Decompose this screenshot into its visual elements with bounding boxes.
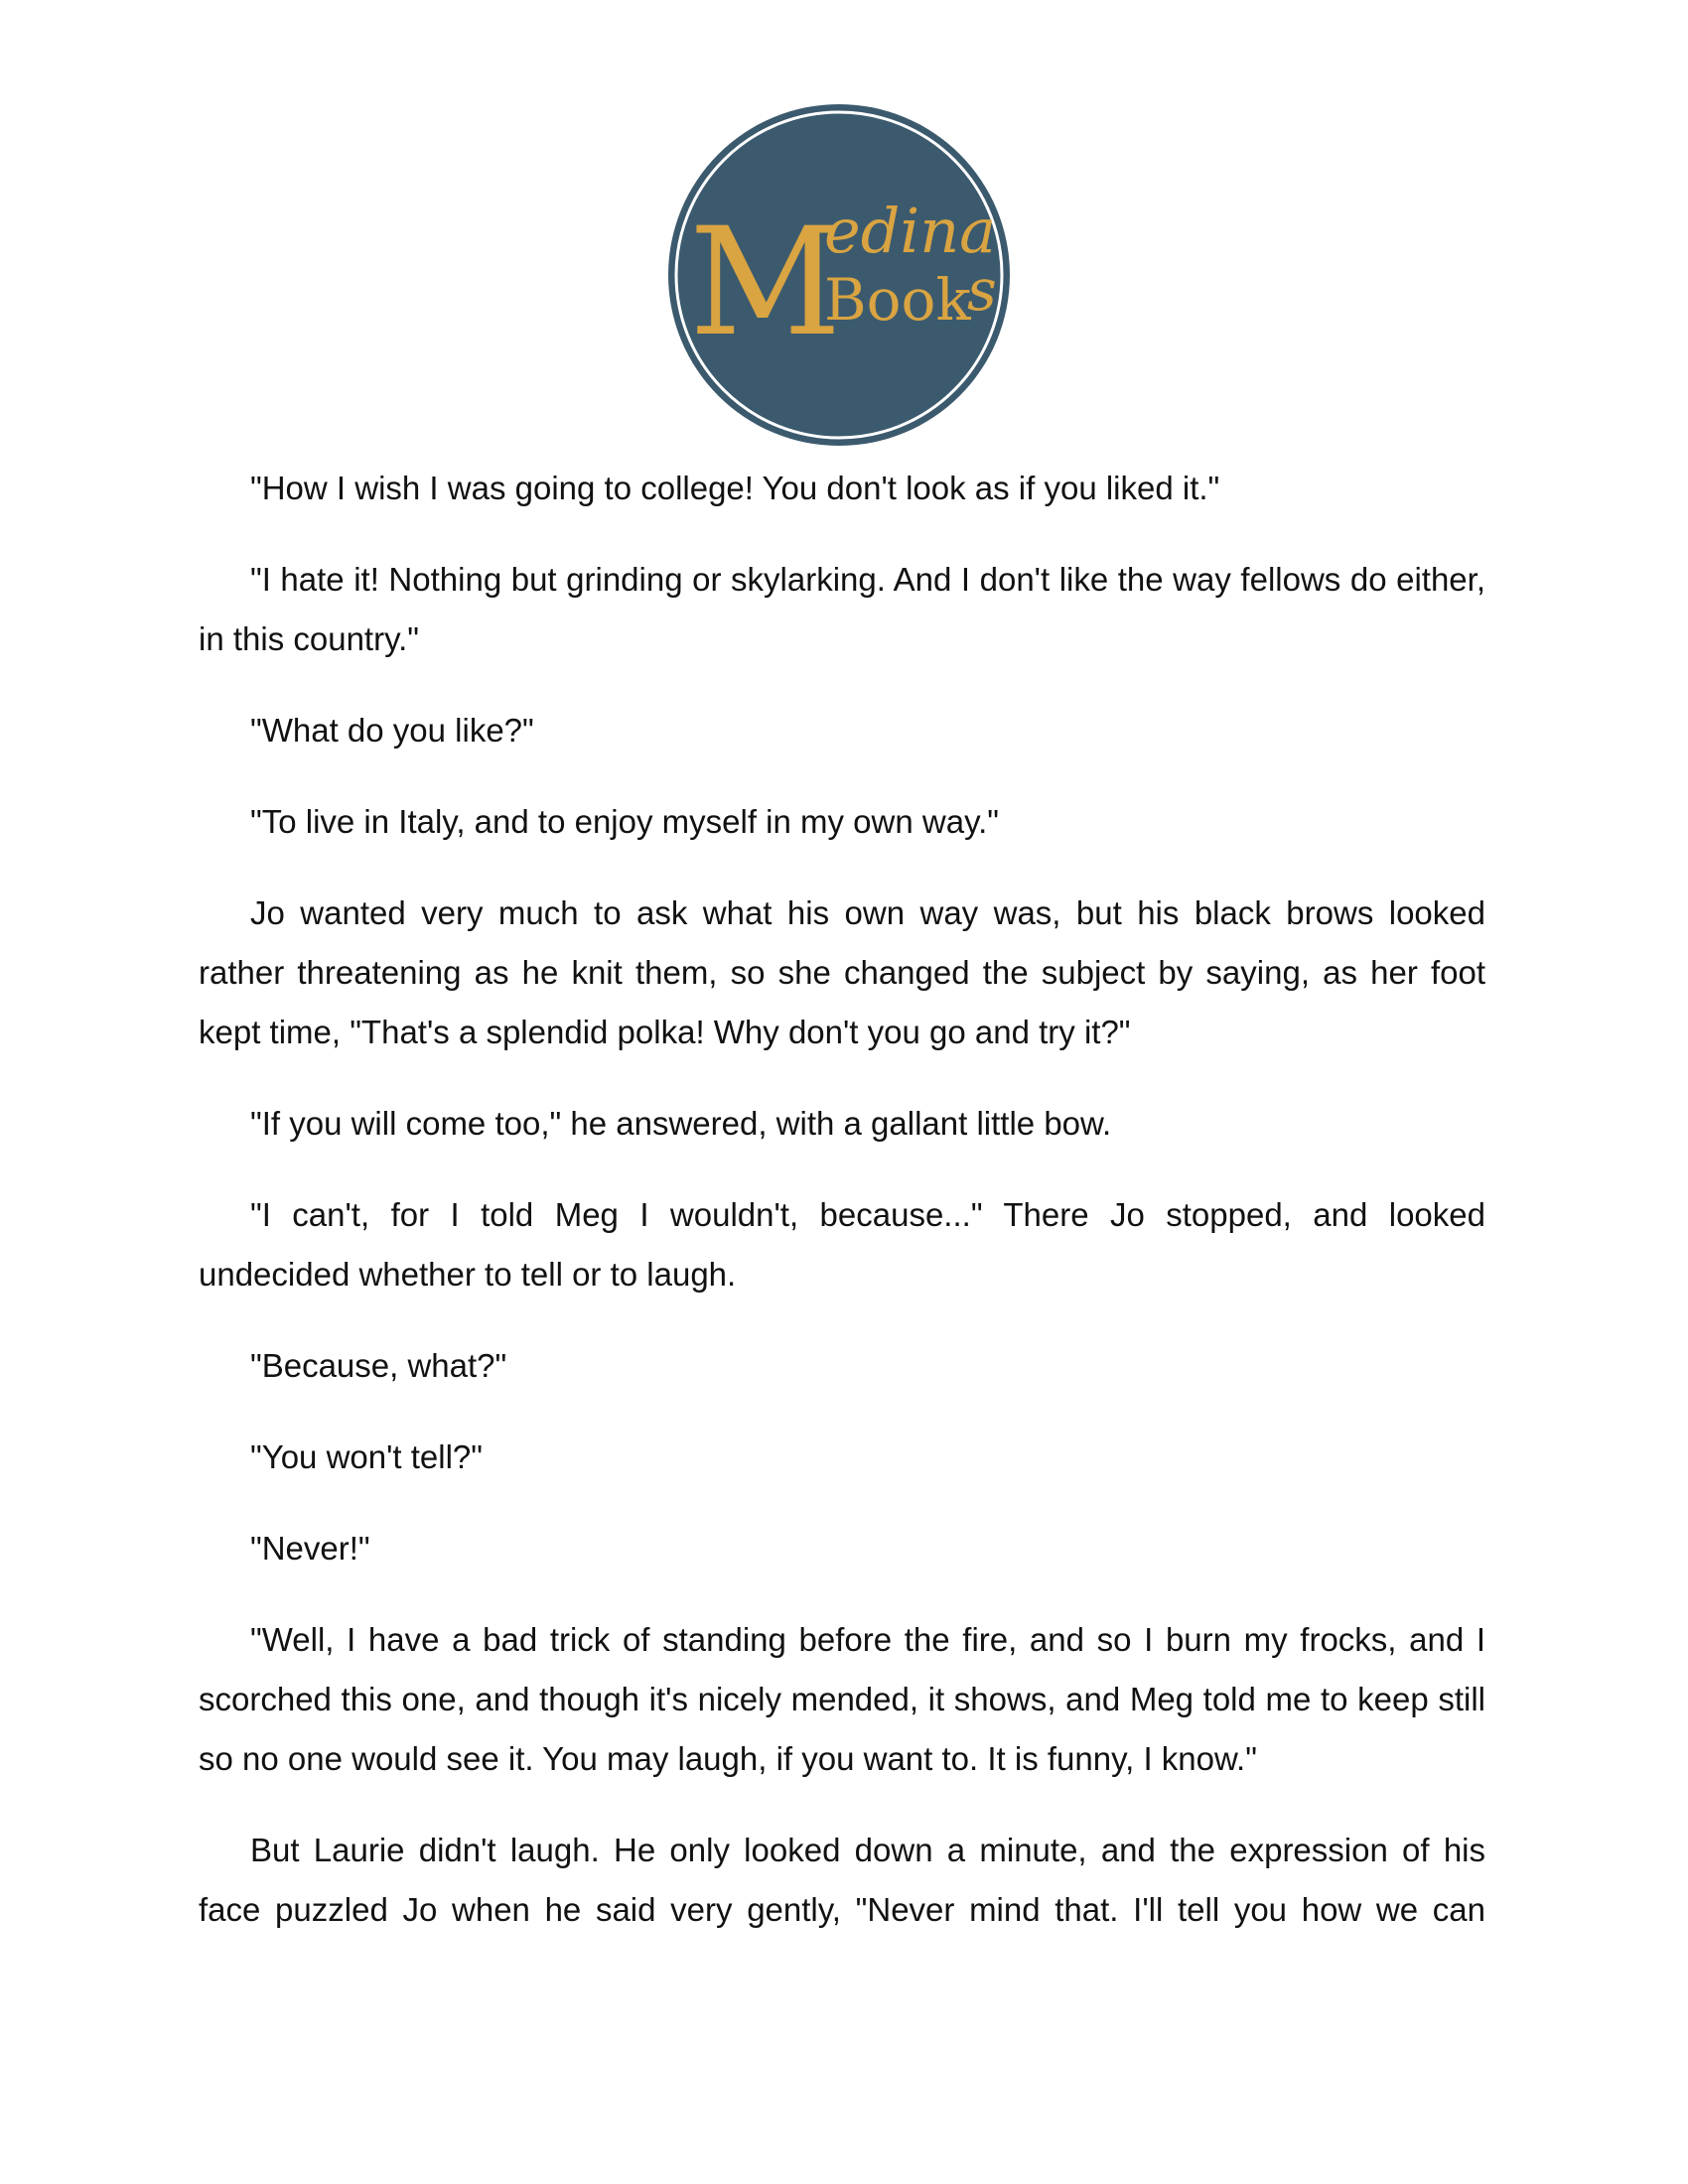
paragraph: "I can't, for I told Meg I wouldn't, because..." There Jo stopped, and looked undecided whether to tell or to laugh. (199, 1196, 1485, 1293)
paragraph: "What do you like?" (250, 712, 534, 749)
paragraph: "Never!" (250, 1530, 370, 1567)
page-body-text (199, 459, 1485, 1940)
paragraph: "Well, I have a bad trick of standing before the fire, and so I burn my frocks, and I scorched this one, and though it's nicely mended, it shows, and Meg told me to keep still so no one would see it. You may laugh, if you want to. It is funny, I know." (199, 1621, 1485, 1777)
paragraph: "You won't tell?" (250, 1438, 483, 1475)
logo-word-edina: edina (824, 195, 997, 267)
publisher-logo (667, 103, 1011, 447)
paragraph: "I hate it! Nothing but grinding or skylarking. And I don't like the way fellows do either, in this country." (199, 561, 1485, 657)
paragraph: Jo wanted very much to ask what his own way was, but his black brows looked rather threatening as he knit them, so she changed the subject by saying, as her foot kept time, "That's a splendid polka! Why don't you go and try it?" (199, 894, 1485, 1050)
paragraph: "Because, what?" (250, 1347, 507, 1384)
medina-books-logo-graphic (667, 103, 1011, 447)
paragraph: "If you will come too," he answered, with a gallant little bow. (250, 1105, 1112, 1142)
paragraph: But Laurie didn't laugh. He only looked down a minute, and the expression of his face puzzled Jo when he said very gently, "Never mind that. I'll tell you how we can (199, 1832, 1485, 1928)
logo-initial: M (689, 197, 842, 369)
paragraph: "To live in Italy, and to enjoy myself in my own way." (250, 803, 1000, 840)
logo-word-books: Book (824, 266, 971, 334)
paragraph: "How I wish I was going to college! You don't look as if you liked it." (250, 470, 1220, 506)
logo-word-books-tail: s (967, 256, 997, 324)
